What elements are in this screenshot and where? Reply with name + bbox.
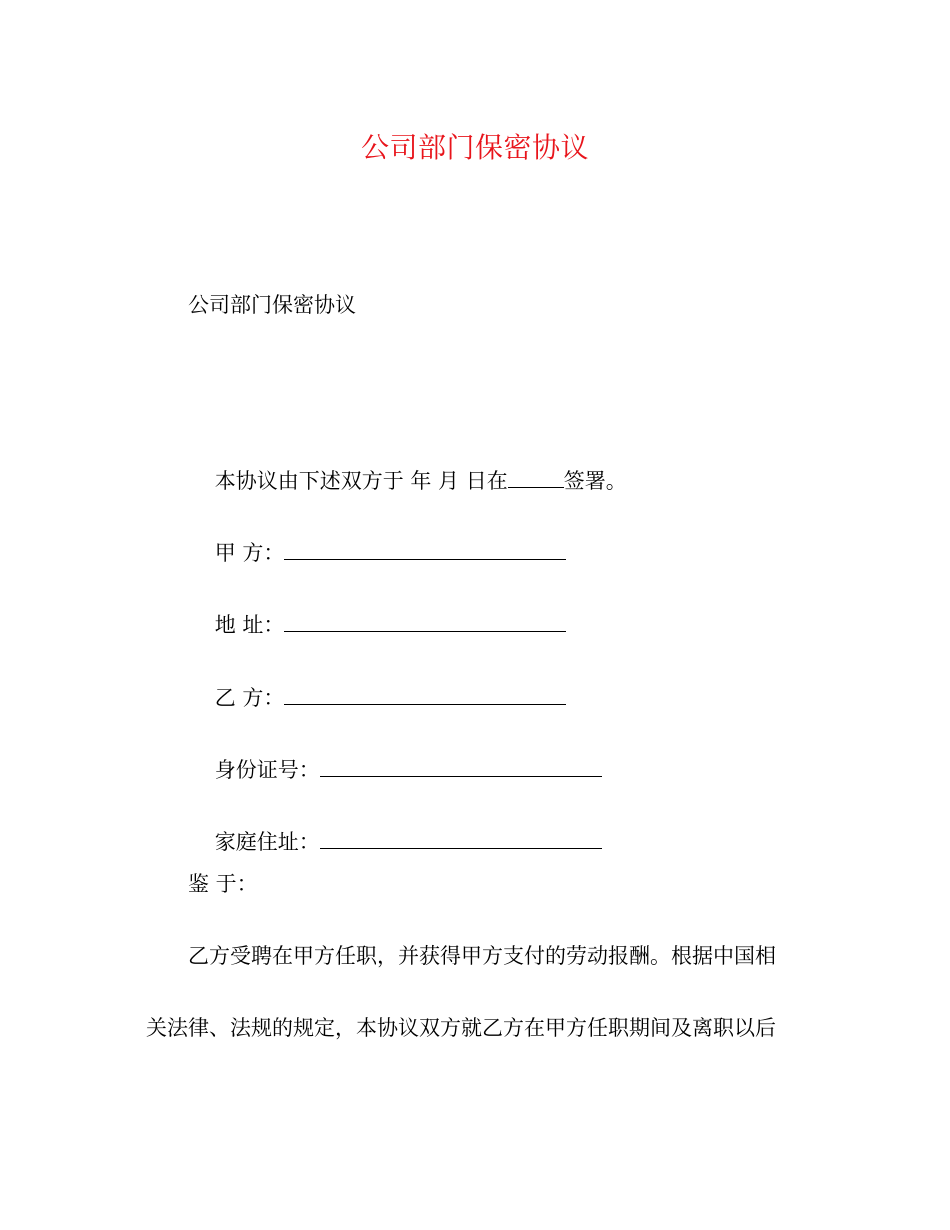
field-label: 甲 方： xyxy=(214,541,285,565)
field-label: 乙 方： xyxy=(214,686,285,710)
intro-text-before: 本协议由下述双方于 年 月 日在 xyxy=(214,469,508,493)
document-title: 公司部门保密协议 xyxy=(360,131,589,164)
field-blank xyxy=(320,758,602,777)
place-blank xyxy=(508,469,564,488)
field-blank xyxy=(284,686,566,705)
paragraph-line-2: 关法律、法规的规定，本协议双方就乙方在甲方任职期间及离职以后 xyxy=(146,1016,776,1040)
field-label: 地 址： xyxy=(214,613,285,637)
whereas-heading: 鉴 于： xyxy=(188,872,258,896)
field-blank xyxy=(284,613,566,632)
field-label: 家庭住址： xyxy=(214,830,320,854)
intro-text-after: 签署。 xyxy=(563,469,627,493)
paragraph-line-1: 乙方受聘在甲方任职，并获得甲方支付的劳动报酬。根据中国相 xyxy=(188,944,776,968)
field-blank xyxy=(320,830,602,849)
field-label: 身份证号： xyxy=(214,758,320,782)
field-blank xyxy=(284,541,566,560)
document-subtitle: 公司部门保密协议 xyxy=(188,293,356,317)
